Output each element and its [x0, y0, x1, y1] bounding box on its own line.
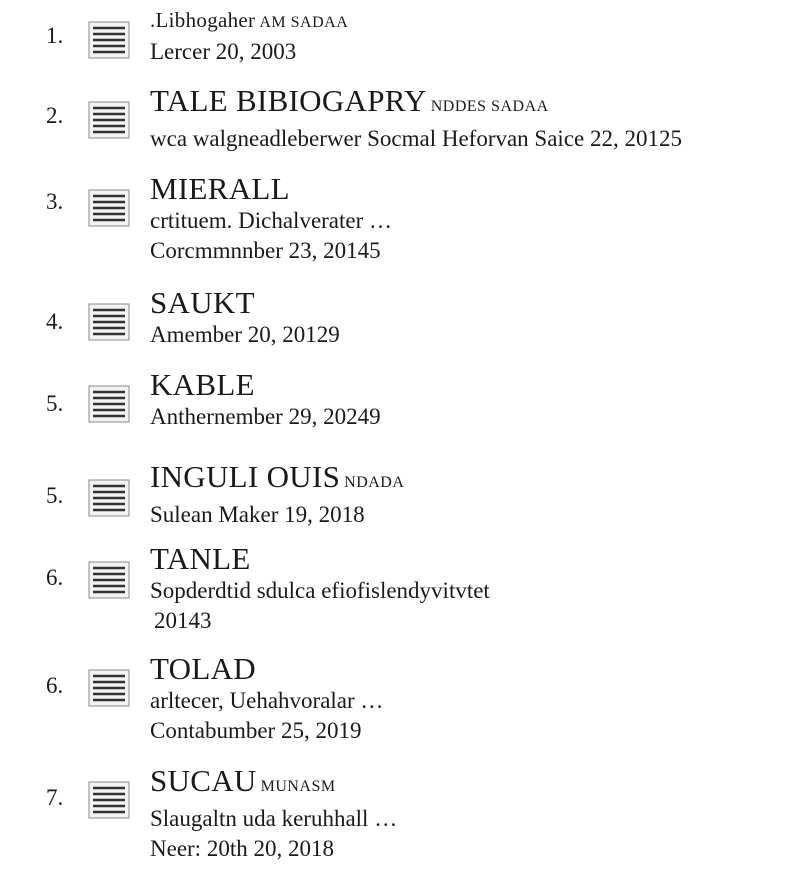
entry-title-text: .Libhogaher	[150, 8, 256, 32]
entry-date: Corcmmnnber 23, 20145	[150, 238, 381, 263]
document-list-icon	[84, 302, 132, 342]
entry-title	[150, 460, 404, 500]
item-number: 5.	[46, 391, 64, 416]
document-list-icon	[84, 100, 132, 140]
entry-date: Anthernember 29, 20249	[150, 404, 381, 429]
document-list-icon	[84, 478, 132, 518]
entry-title	[150, 652, 383, 686]
item-number: 7.	[46, 785, 64, 810]
entry-date: 20143	[154, 608, 212, 633]
entry-title	[150, 84, 682, 124]
entry-date: Sulean Maker 19, 2018	[150, 502, 365, 527]
item-number: 6.	[46, 565, 64, 590]
entry-title-text: SUCAU	[150, 763, 257, 798]
item-number: 4.	[46, 309, 64, 334]
document-list-icon	[84, 780, 132, 820]
entry-title-text: KABLE	[150, 367, 255, 402]
entry-description: crtituem. Dichalverater …	[150, 208, 393, 233]
document-list-icon	[84, 560, 132, 600]
item-number: 2.	[46, 103, 64, 128]
entry-title-suffix: NDDES SADAA	[430, 98, 549, 115]
entry-date: Contabumber 25, 2019	[150, 718, 362, 743]
entry-title-text: SAUKT	[150, 285, 255, 320]
entry-title-suffix: AM SADAA	[259, 14, 349, 31]
entry-title	[150, 286, 340, 320]
item-number: 3.	[46, 189, 64, 214]
entry-description: Slaugaltn uda keruhhall …	[150, 806, 398, 831]
entry-title-text: INGULI OUIS	[150, 459, 341, 494]
document-list-icon	[84, 384, 132, 424]
entry-description: wca walgneadleberwer Socmal Heforvan Saice 22, 20125	[150, 126, 682, 151]
item-number: 6.	[46, 673, 64, 698]
entry-title-suffix: NDADA	[344, 474, 405, 491]
entry-title	[150, 368, 381, 402]
document-list-icon	[84, 20, 132, 60]
entry-title	[150, 542, 490, 576]
entry-description: Sopderdtid sdulca efiofislendyvitvtet	[150, 578, 490, 603]
item-number: 1.	[46, 23, 64, 48]
entry-title-text: TALE BIBIOGAPRY	[150, 83, 427, 118]
entry-title	[150, 764, 397, 804]
entry-date: Amember 20, 20129	[150, 322, 340, 347]
entry-title-text: MIERALL	[150, 171, 290, 206]
item-number: 5.	[46, 483, 64, 508]
entry-date: Lercer 20, 2003	[150, 39, 297, 64]
entry-title-suffix: MUNASM	[260, 778, 336, 795]
entry-title	[150, 172, 392, 206]
entry-title-text: TOLAD	[150, 651, 256, 686]
entry-title-text: TANLE	[150, 541, 251, 576]
document-list-icon	[84, 668, 132, 708]
entry-title	[150, 6, 348, 37]
entry-date: Neer: 20th 20, 2018	[150, 836, 334, 861]
document-list-icon	[84, 188, 132, 228]
entry-description: arltecer, Uehahvoralar …	[150, 688, 384, 713]
